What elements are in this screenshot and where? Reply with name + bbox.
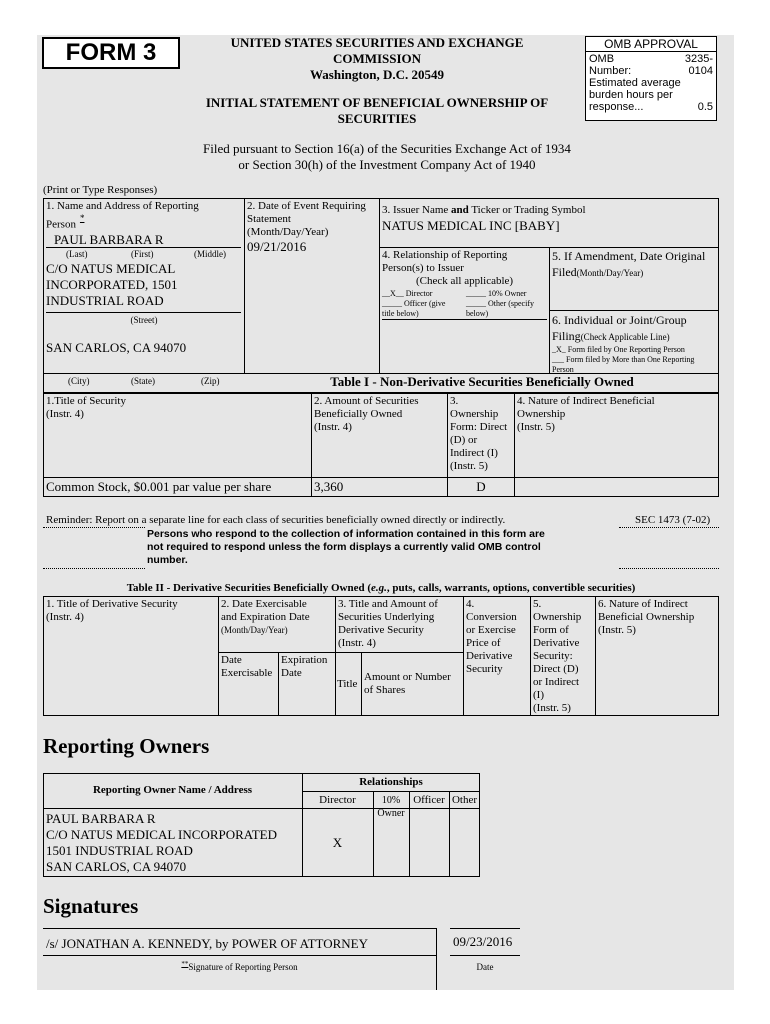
omb-number-label-1: OMB [589,53,615,65]
t1-col3-2: Ownership [450,408,499,420]
t2-c4-1: 4. [466,598,475,610]
signature-caption [43,960,436,972]
t1-col2-3: (Instr. 4) [314,421,352,433]
t1-col1-1: 1.Title of Security [46,395,126,407]
t1-col2-2: Beneficially Owned [314,408,403,420]
t2-col2-date [221,654,272,680]
t1-col4-3: (Instr. 5) [517,421,555,433]
table1-col1-header [46,395,126,421]
caption-last: (Last) [66,249,88,259]
t2-c5-9: (Instr. 5) [533,702,571,714]
omb-number-value-2: 0104 [688,65,713,77]
security-title: Common Stock, $0.001 par value per share [46,479,272,494]
t1-col3-4: (D) or [450,434,478,446]
table1-title: Table I - Non-Derivative Securities Beneficially Owned [330,374,634,389]
signatures-heading: Signatures [43,894,139,918]
reporting-person-name: PAUL BARBARA R [54,232,164,248]
t2-c4-3: or Exercise [466,624,516,636]
t2-c4-2: Conversion [466,611,517,623]
agency-line-1: UNITED STATES SECURITIES AND EXCHANGE [230,35,524,50]
t2-c3-amt-2: of Shares [364,684,406,696]
t2-col4-header [466,598,517,676]
t2-c3-1: 3. Title and Amount of [338,598,438,610]
t2-c2-3: (Month/Day/Year) [221,625,288,635]
filing-option-one[interactable]: _X_ Form filed by One Reporting Person [552,345,685,354]
t1-col3-5: Indirect (I) [450,447,498,459]
owners-col-relationships: Relationships [359,776,423,788]
reminder-text: Reminder: Report on a separate line for each class of securities beneficially owned directly or indirectly. [46,514,506,526]
omb-number-label-2: Number: [589,65,632,77]
t2-title-post: , puts, calls, warrants, options, convertible securities) [386,582,636,594]
box3-label-pre: 3. Issuer Name [382,204,452,216]
owners-col-ten-pct: 10% Owner [377,795,405,819]
owner-name-address [46,811,301,875]
t2-c4-6: Security [466,663,503,675]
t2-c5-4: Derivative [533,637,580,649]
agency-line-2: COMMISSION [332,51,422,66]
date-label: Date [476,962,494,972]
checkbox-other[interactable]: _____ Other (specify [466,299,534,308]
omb-title: OMB APPROVAL [586,37,716,52]
signature-label: Signature of Reporting Person [188,962,298,972]
table1-col4-header [517,395,655,434]
city-state-zip: SAN CARLOS, CA 94070 [46,340,187,355]
box5-label-3: (Month/Day/Year) [576,268,644,278]
other-below: below) [466,309,489,318]
signature-date: 09/23/2016 [453,934,513,949]
t1-col4-1: 4. Nature of Indirect Beneficial [517,395,655,407]
box3-label-and: and [451,204,469,216]
owner-line-4: SAN CARLOS, CA 94070 [46,859,187,874]
omb-burden-3: response... [589,101,644,113]
t1-col3-1: 3. [450,395,459,407]
box4-label-1: 4. Relationship of Reporting [382,249,508,261]
owner-line-2: C/O NATUS MEDICAL INCORPORATED [46,827,278,842]
t2-c5-7: or Indirect [533,676,580,688]
omb-burden-value: 0.5 [697,101,713,113]
caption-street: (Street) [130,315,158,325]
owners-col-director: Director [319,794,356,806]
t2-c2-exp-1: Expiration [281,654,328,666]
t2-c1-2: (Instr. 4) [46,611,84,623]
caption-middle: (Middle) [194,249,226,259]
box4-label-3: (Check all applicable) [415,275,514,287]
box3-issuer [382,200,712,234]
t2-c2-date-2: Exercisable [221,667,273,679]
table2-title [43,582,719,595]
t2-c4-5: Derivative [466,650,513,662]
t2-col3-header [338,598,438,650]
box6-filing [552,313,717,375]
caption-first: (First) [131,249,154,259]
omb-burden-2: burden hours per [589,89,673,101]
omb-notice [147,528,627,567]
t1-col3-6: (Instr. 5) [450,460,488,472]
t1-col2-1: 2. Amount of Securities [314,395,419,407]
owner-line-1: PAUL BARBARA R [46,811,156,826]
t2-col3-amount [364,671,451,697]
t1-col1-2: (Instr. 4) [46,408,84,420]
statement-title [187,95,567,127]
box6-label-3: (Check Applicable Line) [580,332,670,342]
event-date: 09/21/2016 [247,239,307,254]
t2-c2-date-1: Date [221,654,242,666]
omb-number-value-1: 3235- [684,53,713,65]
t2-c2-1: 2. Date Exercisable [221,598,307,610]
t2-c6-3: (Instr. 5) [598,624,636,636]
box6-label-1: 6. Individual or Joint/Group [552,313,687,327]
t2-c2-2: and Expiration Date [221,611,310,623]
owners-col-other: Other [451,794,478,806]
issuer-name: NATUS MEDICAL INC [BABY] [382,218,560,233]
box5-label-1: 5. If Amendment, Date Original [552,249,706,263]
box1-address [46,261,242,309]
omb-approval-box [585,36,717,121]
form-title-box [42,37,180,69]
t2-c2-exp-2: Date [281,667,302,679]
box5-amendment [552,249,717,281]
notice-line-1: Persons who respond to the collection of information contained in this form are [147,528,545,540]
t2-c3-amt-1: Amount or Number [364,671,451,683]
t2-c3-3: Derivative Security [338,624,424,636]
address-line-3: INDUSTRIAL ROAD [46,293,164,308]
notice-line-3: number. [147,554,188,566]
address-line-2: INCORPORATED, 1501 [46,277,178,292]
t2-c3-4: (Instr. 4) [338,637,376,649]
officer-title-below: title below) [382,309,419,318]
box1-label-2: Person [46,218,76,231]
t2-col2-exp [281,654,327,680]
box1-reporting-person [46,200,242,248]
checkbox-ten-pct-owner[interactable]: _____ 10% Owner [466,289,527,298]
signature-asterisks: ** [181,960,189,968]
t2-c6-2: Beneficial Ownership [598,611,695,623]
table1-col2-header [314,395,419,434]
box1-label-1: 1. Name and Address of Reporting [46,200,199,212]
owners-col-name: Reporting Owner Name / Address [92,784,253,796]
box5-label-2: Filed [552,265,577,279]
form-page [37,35,734,990]
t2-title-eg: e.g. [371,582,387,594]
statement-line-1: INITIAL STATEMENT OF BENEFICIAL OWNERSHIP OF [205,95,549,110]
t2-col1-header [46,598,178,624]
filed-line-1: Filed pursuant to Section 16(a) of the Securities Exchange Act of 1934 [203,141,571,156]
box2-label-1: 2. Date of Event Requiring [247,200,366,212]
box4-relationship [382,249,547,288]
t1-col4-2: Ownership [517,408,566,420]
statement-line-2: SECURITIES [337,111,417,126]
form-title: FORM 3 [65,39,157,66]
checkbox-officer[interactable]: _____ Officer (give [382,299,446,308]
ownership-form: D [476,479,486,494]
t2-c3-2: Securities Underlying [338,611,435,623]
address-line-1: C/O NATUS MEDICAL [46,261,176,276]
box2-label-3: (Month/Day/Year) [247,226,329,238]
table1-col3-header [450,395,507,473]
sec-number: SEC 1473 (7-02) [635,514,711,526]
notice-right-box [619,527,719,569]
box6-label-2: Filing [552,329,581,343]
filed-line-2: or Section 30(h) of the Investment Company Act of 1940 [238,157,536,172]
notice-left-box [43,527,145,569]
signature-value: /s/ JONATHAN A. KENNEDY, by POWER OF ATTORNEY [46,936,369,951]
t2-col6-header [598,598,694,637]
box1-asterisk: * [79,213,85,223]
t2-c5-6: Direct (D) [533,663,579,675]
box2-label-2: Statement [247,213,291,225]
filed-pursuant [137,141,637,173]
t2-c5-3: Form of [533,624,569,636]
reporting-owners-heading: Reporting Owners [43,734,210,758]
agency-header [187,35,567,83]
t2-c5-1: 5. [533,598,542,610]
box2-event-date [247,200,379,255]
checkbox-director[interactable]: __X__ Director [382,289,433,298]
filing-option-more[interactable]: ___ Form filed by More than One Reporting [552,355,695,364]
print-note: (Print or Type Responses) [43,184,158,196]
t2-c5-8: (I) [533,689,544,701]
t2-title-pre: Table II - Derivative Securities Beneficially Owned ( [126,582,372,594]
t2-c6-1: 6. Nature of Indirect [598,598,688,610]
t1-col3-3: Form: Direct [450,421,508,433]
omb-burden-1: Estimated average [589,77,681,89]
caption-state: (State) [131,376,155,386]
t2-c5-2: Ownership [533,611,582,623]
owner-line-3: 1501 INDUSTRIAL ROAD [46,843,193,858]
box3-label-post: Ticker or Trading Symbol [468,204,586,216]
owner-director-mark: X [332,835,343,850]
notice-line-2: not required to respond unless the form displays a currently valid OMB control [147,541,541,553]
t2-col5-header [533,598,581,715]
signature-date-left-border [436,928,450,990]
caption-zip: (Zip) [201,376,220,386]
t2-c5-5: Security: [533,650,573,662]
filing-option-more-cont: Person [552,365,574,374]
t2-col2-header [221,598,310,637]
caption-city: (City) [68,376,90,386]
box4-label-2: Person(s) to Issuer [382,262,464,274]
agency-line-3: Washington, D.C. 20549 [310,67,444,82]
t2-c1-1: 1. Title of Derivative Security [46,598,178,610]
security-amount: 3,360 [314,479,344,494]
t2-c4-4: Price of [466,637,501,649]
owners-col-officer: Officer [413,794,445,806]
t2-col3-title: Title [337,678,358,690]
